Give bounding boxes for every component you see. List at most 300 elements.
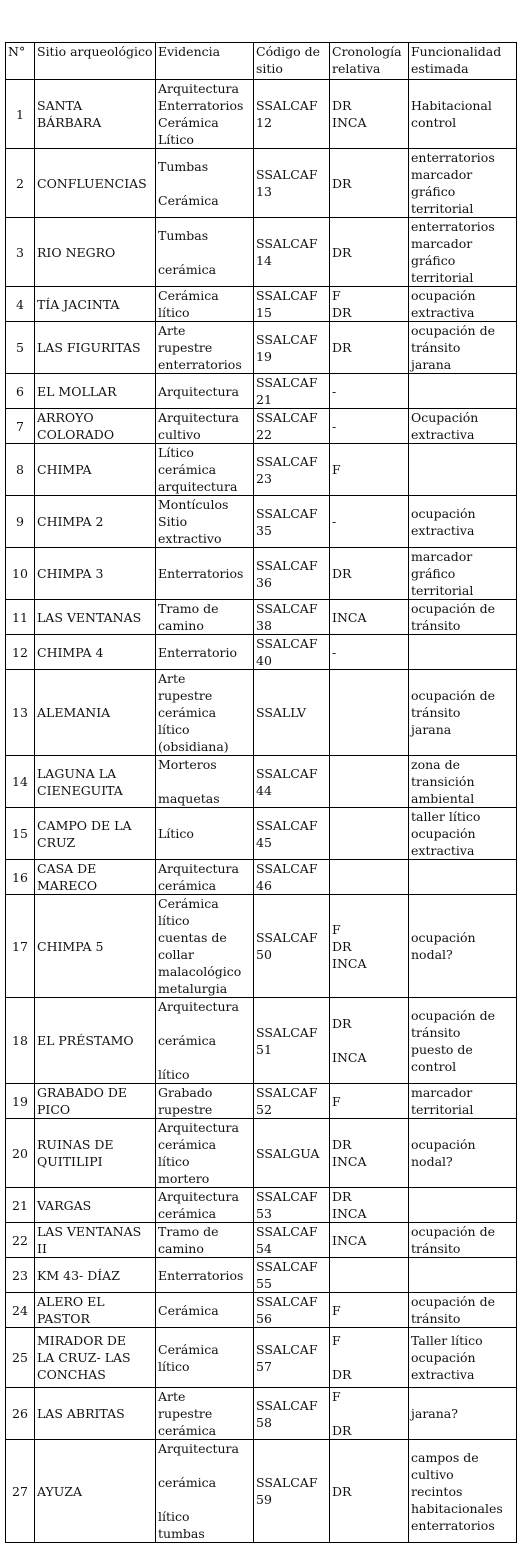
cell-line: lítico (158, 305, 190, 320)
cell-number: 3 (6, 218, 35, 287)
table-row (6, 1119, 517, 1188)
cell-line: Arquitectura (158, 383, 239, 399)
cell-site-code (254, 1258, 330, 1293)
cell-function (409, 895, 517, 998)
cell-evidence (156, 1258, 254, 1293)
cell-line: 51 (256, 1041, 272, 1057)
table-row (6, 1258, 517, 1293)
cell-line: ocupación (411, 1350, 476, 1365)
cell-evidence (156, 1328, 254, 1388)
cell-evidence (156, 149, 254, 218)
cell-line: CHIMPA 4 (37, 644, 104, 660)
cell-site (35, 1223, 156, 1258)
cell-line: ocupación (411, 505, 476, 521)
cell-evidence (156, 409, 254, 444)
cell-line: 46 (256, 878, 272, 893)
cell-line: mortero (158, 1171, 210, 1186)
cell-line: 12 (256, 115, 272, 130)
table-row (6, 860, 517, 895)
cell-site (35, 1188, 156, 1223)
cell-line: cerámica (158, 1033, 217, 1048)
cell-line: gráfico (411, 253, 456, 268)
cell-line: 13 (256, 184, 272, 199)
cell-line: extractiva (411, 1367, 475, 1382)
cell-line: RIO NEGRO (37, 244, 116, 260)
cell-line: Taller lítico (411, 1333, 483, 1348)
cell-line (158, 1015, 251, 1032)
cell-line: lítico (158, 1509, 190, 1524)
cell-line: Enterratorios (158, 1267, 244, 1283)
cell-line: 52 (256, 1102, 272, 1117)
cell-line: MARECO (37, 878, 98, 893)
cell-line: CASA DE (37, 861, 97, 876)
cell-line: tránsito (411, 618, 461, 633)
cell-line: tránsito (411, 705, 461, 720)
cell-number: 23 (6, 1258, 35, 1293)
cell-line: SSALCAF (256, 1294, 318, 1309)
cell-line (332, 1032, 406, 1049)
cell-evidence (156, 860, 254, 895)
table-row (6, 444, 517, 496)
cell-number: 12 (6, 635, 35, 670)
cell-evidence (156, 1188, 254, 1223)
cell-line: lítico (158, 913, 190, 928)
cell-line: Morteros (158, 757, 217, 772)
cell-line: rupestre (158, 1406, 213, 1421)
cell-site-code (254, 374, 330, 409)
cell-line: F (332, 1093, 341, 1109)
header-row (6, 43, 517, 80)
cell-line: Tumbas (158, 158, 209, 174)
cell-line: SSALCAF (256, 98, 318, 113)
cell-chronology (330, 1440, 409, 1543)
cell-line: Lítico (158, 826, 194, 841)
cell-line: lítico (158, 1358, 190, 1374)
cell-line: Montículos (158, 497, 229, 512)
cell-line: F (332, 462, 341, 477)
cell-number: 6 (6, 374, 35, 409)
cell-evidence (156, 374, 254, 409)
cell-site-code (254, 808, 330, 860)
cell-line: taller lítico (411, 809, 481, 824)
cell-site-code (254, 1388, 330, 1440)
cell-chronology (330, 1388, 409, 1440)
cell-site (35, 600, 156, 635)
cell-line: Cerámica (158, 115, 219, 130)
cell-line: Arquitectura (158, 861, 239, 876)
cell-function (409, 670, 517, 756)
cell-chronology (330, 1293, 409, 1328)
cell-site (35, 860, 156, 895)
cell-site (35, 808, 156, 860)
cell-line: camino (158, 1241, 204, 1256)
cell-chronology (330, 80, 409, 149)
cell-site (35, 322, 156, 374)
cell-site (35, 444, 156, 496)
cell-chronology (330, 998, 409, 1084)
cell-line: SSALCAF (256, 861, 318, 876)
cell-line: SSALCAF (256, 410, 318, 425)
table-row (6, 149, 517, 218)
cell-line: SSALCAF (256, 1085, 318, 1100)
cell-line: DR (332, 305, 352, 320)
table-row (6, 1388, 517, 1440)
cell-line: Arte (158, 671, 186, 686)
cell-line: INCA (332, 115, 367, 130)
cell-line: AYUZA (37, 1483, 83, 1499)
cell-line: 38 (256, 618, 272, 633)
cell-chronology (330, 600, 409, 635)
cell-line: QUITILIPI (37, 1154, 103, 1169)
cell-line: 40 (256, 653, 272, 668)
cell-number: 2 (6, 149, 35, 218)
cell-evidence (156, 1440, 254, 1543)
cell-line: BÁRBARA (37, 115, 102, 130)
cell-line: SSALCAF (256, 1189, 318, 1204)
cell-line: - (332, 514, 337, 529)
cell-chronology (330, 218, 409, 287)
cell-line: cultivo (411, 1466, 454, 1482)
cell-site (35, 409, 156, 444)
cell-line: Sitio (158, 514, 188, 529)
cell-site (35, 548, 156, 600)
cell-function (409, 548, 517, 600)
cell-number: 14 (6, 756, 35, 808)
cell-line: 59 (256, 1492, 272, 1507)
cell-number: 11 (6, 600, 35, 635)
cell-line: Cerámica (158, 192, 219, 208)
header-site: Sitio arqueológico (35, 43, 156, 80)
cell-line: jarana (411, 357, 452, 372)
cell-line: Lítico (158, 445, 194, 460)
cell-number: 10 (6, 548, 35, 600)
cell-number: 17 (6, 895, 35, 998)
cell-site-code (254, 1084, 330, 1119)
cell-line: CHIMPA 2 (37, 514, 104, 529)
cell-line: TÍA JACINTA (37, 296, 120, 312)
cell-line: LAS VENTANAS (37, 609, 142, 625)
cell-line: SSALCAF (256, 167, 318, 182)
cell-line: rupestre (158, 688, 213, 703)
cell-line: Lítico (158, 132, 194, 147)
cell-function (409, 496, 517, 548)
cell-line: extractiva (411, 843, 475, 858)
cell-line: LA CRUZ- LAS (37, 1350, 131, 1365)
cell-line: territorial (411, 1102, 474, 1117)
header-number: N° (6, 43, 35, 80)
cell-line: rupestre (158, 1102, 213, 1117)
cell-chronology (330, 444, 409, 496)
cell-site (35, 1440, 156, 1543)
table-row (6, 670, 517, 756)
cell-line: SSALCAF (256, 557, 318, 573)
cell-evidence (156, 287, 254, 322)
cell-evidence (156, 635, 254, 670)
cell-line: LAGUNA LA (37, 765, 117, 781)
cell-line: - (332, 418, 337, 434)
cell-function (409, 409, 517, 444)
cell-function (409, 1188, 517, 1223)
cell-line: MIRADOR DE (37, 1333, 126, 1348)
cell-site (35, 1119, 156, 1188)
cell-site-code (254, 1119, 330, 1188)
cell-line: enterratorios (158, 357, 242, 372)
cell-evidence (156, 1119, 254, 1188)
cell-line: SSALGUA (256, 1145, 320, 1161)
table-row (6, 1084, 517, 1119)
cell-line: cultivo (158, 427, 201, 442)
cell-chronology (330, 860, 409, 895)
cell-line: cerámica (158, 462, 217, 477)
cell-line: SSALCAF (256, 453, 318, 469)
cell-function (409, 1440, 517, 1543)
cell-line: ALEMANIA (37, 705, 111, 720)
cell-site-code (254, 635, 330, 670)
cell-line: LAS VENTANAS (37, 1224, 142, 1239)
cell-line: SANTA (37, 98, 83, 113)
cell-line: nodal? (411, 947, 453, 962)
cell-chronology (330, 374, 409, 409)
table-row (6, 1223, 517, 1258)
cell-line: Arte (158, 1389, 186, 1404)
cell-line (332, 1405, 406, 1422)
cell-line: SSALCAF (256, 1341, 318, 1357)
cell-number: 25 (6, 1328, 35, 1388)
cell-line (158, 1049, 251, 1066)
cell-line: GRABADO DE (37, 1085, 128, 1100)
cell-line: jarana? (411, 1406, 458, 1421)
cell-line: Enterratorios (158, 566, 244, 581)
table-row (6, 635, 517, 670)
table-row (6, 895, 517, 998)
cell-line: INCA (332, 609, 367, 625)
cell-site-code (254, 670, 330, 756)
cell-number: 24 (6, 1293, 35, 1328)
cell-line: ocupación de (411, 1224, 495, 1239)
cell-line: VARGAS (37, 1197, 92, 1213)
cell-function (409, 860, 517, 895)
cell-site-code (254, 287, 330, 322)
cell-function (409, 1119, 517, 1188)
cell-line: extractiva (411, 427, 475, 442)
cell-line: CIENEGUITA (37, 782, 123, 798)
cell-line: 35 (256, 522, 272, 538)
table-row (6, 322, 517, 374)
cell-line: marcador (411, 236, 473, 251)
cell-line: EL PRÉSTAMO (37, 1033, 134, 1048)
cell-number: 16 (6, 860, 35, 895)
table-row (6, 808, 517, 860)
cell-line: ocupación de (411, 601, 495, 616)
cell-line: INCA (332, 1154, 367, 1169)
sites-table (5, 42, 517, 1543)
cell-line (332, 1349, 406, 1366)
cell-site (35, 496, 156, 548)
cell-line (158, 244, 251, 261)
cell-line: DR (332, 244, 352, 260)
cell-line: 44 (256, 782, 272, 798)
cell-function (409, 80, 517, 149)
cell-line: 56 (256, 1311, 272, 1326)
cell-line: EL MOLLAR (37, 383, 117, 399)
cell-site-code (254, 409, 330, 444)
cell-line: tránsito (411, 340, 461, 355)
cell-line (158, 1457, 251, 1474)
cell-line: Habitacional (411, 98, 492, 113)
cell-line: COLORADO (37, 427, 115, 442)
cell-line: Cerámica (158, 896, 219, 911)
cell-evidence (156, 670, 254, 756)
cell-chronology (330, 1258, 409, 1293)
cell-evidence (156, 496, 254, 548)
cell-line: campos de (411, 1449, 479, 1465)
cell-line: Arte (158, 323, 186, 338)
cell-line: arquitectura (158, 479, 238, 494)
cell-chronology (330, 409, 409, 444)
cell-site-code (254, 600, 330, 635)
cell-line: enterratorios (411, 1517, 495, 1533)
cell-line: DR (332, 1137, 352, 1152)
cell-function (409, 1388, 517, 1440)
cell-line: CHIMPA (37, 462, 92, 477)
table-row (6, 374, 517, 409)
cell-line: Cerámica (158, 288, 219, 303)
cell-line: Cerámica (158, 1341, 219, 1357)
cell-site (35, 80, 156, 149)
cell-site (35, 998, 156, 1084)
cell-line: DR (332, 175, 352, 191)
cell-line: F (332, 1302, 341, 1318)
cell-chronology (330, 808, 409, 860)
cell-line: cerámica (158, 878, 217, 893)
cell-chronology (330, 287, 409, 322)
cell-chronology (330, 756, 409, 808)
table-row (6, 600, 517, 635)
cell-line: CHIMPA 5 (37, 938, 104, 954)
cell-chronology (330, 670, 409, 756)
cell-function (409, 374, 517, 409)
cell-number: 18 (6, 998, 35, 1084)
table-row (6, 548, 517, 600)
cell-chronology (330, 149, 409, 218)
cell-site (35, 635, 156, 670)
cell-line: habitacionales (411, 1500, 503, 1516)
cell-line: Cerámica (158, 1302, 219, 1318)
cell-number: 8 (6, 444, 35, 496)
cell-site-code (254, 548, 330, 600)
cell-function (409, 808, 517, 860)
header-function: Funcionalidad estimada (409, 43, 517, 80)
cell-line: 15 (256, 305, 272, 320)
table-row (6, 496, 517, 548)
cell-evidence (156, 1293, 254, 1328)
cell-line: cerámica (158, 1206, 217, 1221)
cell-line: DR (332, 1423, 352, 1438)
cell-line: (obsidiana) (158, 739, 229, 754)
cell-line: Tramo de (158, 1224, 219, 1239)
cell-line: lítico (158, 1067, 190, 1082)
cell-line: RUINAS DE (37, 1137, 114, 1152)
cell-line (158, 175, 251, 192)
cell-function (409, 1328, 517, 1388)
cell-line: SSALCAF (256, 930, 318, 945)
cell-function (409, 1258, 517, 1293)
cell-line: ALERO EL (37, 1294, 105, 1309)
cell-line: control (411, 1058, 457, 1074)
cell-function (409, 756, 517, 808)
cell-site-code (254, 444, 330, 496)
cell-site-code (254, 998, 330, 1084)
cell-line: control (411, 115, 457, 130)
cell-number: 26 (6, 1388, 35, 1440)
cell-line: Arquitectura (158, 410, 239, 425)
cell-line: Tumbas (158, 227, 209, 243)
cell-line: 36 (256, 574, 272, 590)
cell-line: jarana (411, 722, 452, 737)
cell-line: Enterratorios (158, 98, 244, 113)
cell-site (35, 287, 156, 322)
cell-line: extractivo (158, 531, 222, 546)
cell-function (409, 1084, 517, 1119)
cell-line: Arquitectura (158, 81, 239, 96)
cell-evidence (156, 1388, 254, 1440)
cell-line (158, 1491, 251, 1508)
cell-line: 22 (256, 427, 272, 442)
cell-function (409, 1223, 517, 1258)
cell-line: metalurgia (158, 981, 228, 996)
cell-chronology (330, 895, 409, 998)
cell-line: LAS FIGURITAS (37, 340, 141, 355)
cell-evidence (156, 895, 254, 998)
cell-evidence (156, 80, 254, 149)
cell-line: ocupación de (411, 1007, 495, 1023)
cell-line: cuentas de (158, 930, 227, 945)
cell-number: 20 (6, 1119, 35, 1188)
cell-line: recintos (411, 1483, 463, 1499)
cell-line: malacológico (158, 964, 242, 979)
cell-line: DR (332, 1016, 352, 1031)
cell-line: rupestre (158, 340, 213, 355)
cell-line: Grabado (158, 1085, 213, 1100)
cell-line: gráfico (411, 184, 456, 199)
cell-line: puesto de (411, 1041, 473, 1057)
cell-chronology (330, 322, 409, 374)
table-row (6, 756, 517, 808)
cell-evidence (156, 322, 254, 374)
cell-evidence (156, 218, 254, 287)
cell-line: cerámica (158, 1423, 217, 1438)
cell-line: enterratorios (411, 219, 495, 234)
cell-number: 7 (6, 409, 35, 444)
cell-line: ambiental (411, 791, 475, 806)
cell-function (409, 998, 517, 1084)
cell-evidence (156, 600, 254, 635)
cell-line: DR (332, 566, 352, 581)
cell-line: DR (332, 938, 352, 954)
cell-line: CONFLUENCIAS (37, 175, 147, 191)
cell-site (35, 1084, 156, 1119)
cell-number: 22 (6, 1223, 35, 1258)
cell-site (35, 670, 156, 756)
cell-site-code (254, 322, 330, 374)
cell-function (409, 1293, 517, 1328)
table-row (6, 998, 517, 1084)
cell-line: cerámica (158, 261, 217, 277)
cell-evidence (156, 756, 254, 808)
cell-line: Arquitectura (158, 1189, 239, 1204)
cell-number: 15 (6, 808, 35, 860)
cell-line: DR (332, 1367, 352, 1382)
